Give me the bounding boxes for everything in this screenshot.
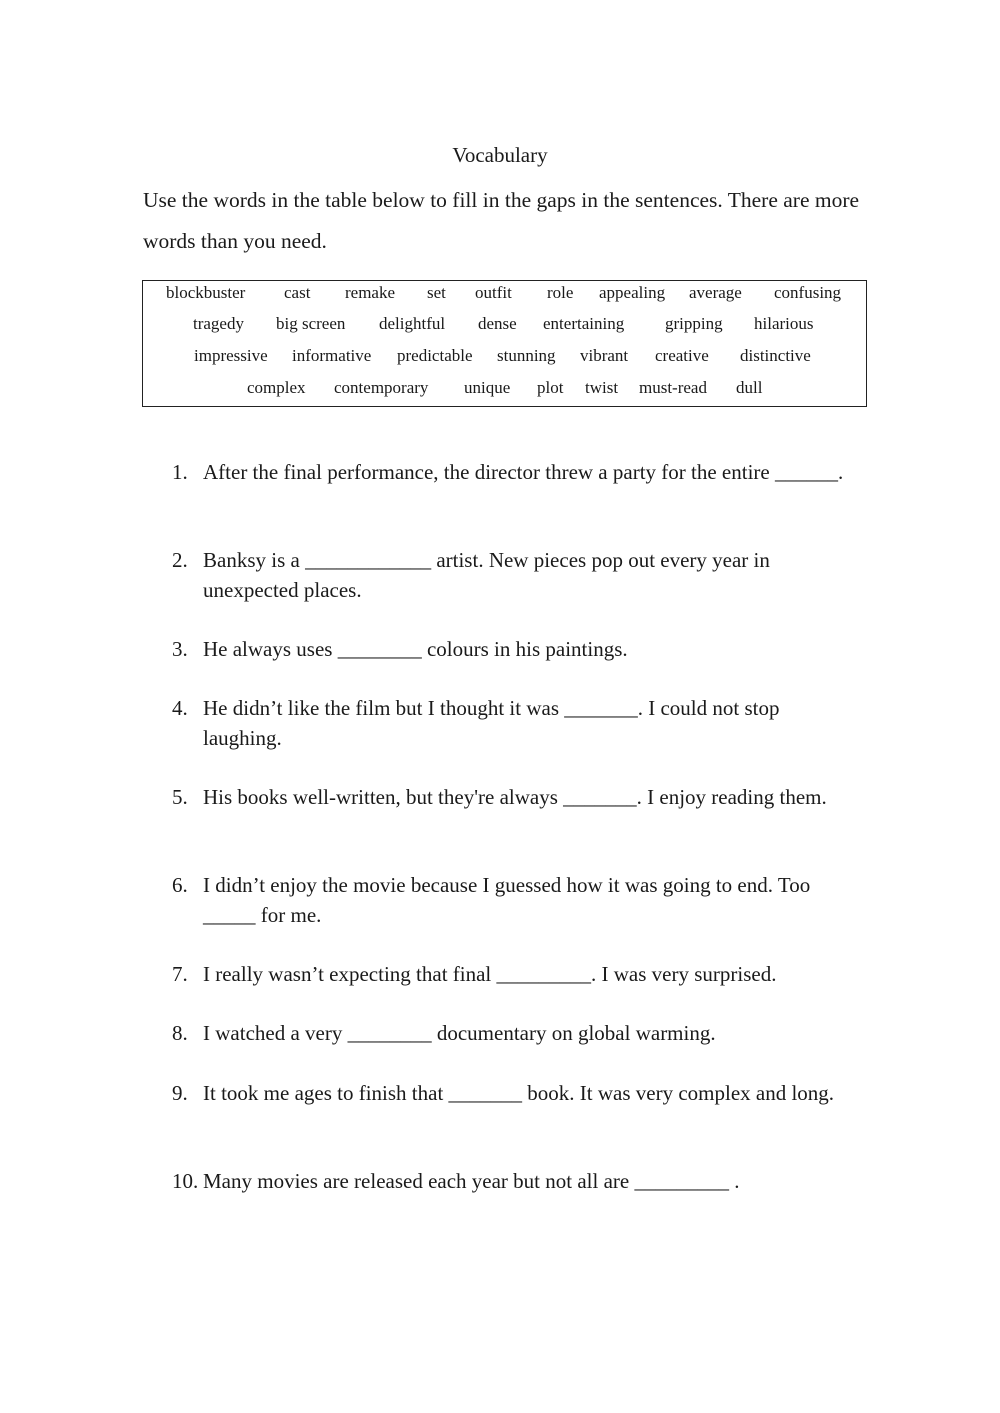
- word-bank-item: blockbuster: [166, 283, 246, 302]
- question-text: I really wasn’t expecting that final _________. I was very surprised.: [203, 962, 777, 986]
- word-bank-item: creative: [655, 346, 709, 365]
- word-bank-item: cast: [284, 283, 311, 302]
- word-bank-item: big screen: [276, 314, 346, 333]
- question-text: Banksy is a ____________ artist. New pieces pop out every year in unexpected places.: [203, 548, 770, 602]
- question-number: 1.: [172, 460, 188, 484]
- word-bank-item: outfit: [475, 283, 512, 302]
- question-number: 7.: [172, 962, 188, 986]
- question-text: He didn’t like the film but I thought it was _______. I could not stop laughing.: [203, 696, 780, 750]
- question-text: His books well-written, but they're always _______. I enjoy reading them.: [203, 785, 827, 809]
- question-number: 6.: [172, 873, 188, 897]
- word-bank-item: gripping: [665, 314, 723, 333]
- word-bank-item: dense: [478, 314, 517, 333]
- word-bank-item: dull: [736, 378, 763, 397]
- word-bank-item: informative: [292, 346, 372, 365]
- word-bank-item: remake: [345, 283, 396, 302]
- word-bank-item: appealing: [599, 283, 666, 302]
- question-number: 2.: [172, 548, 188, 572]
- question-number: 10.: [172, 1169, 199, 1193]
- word-bank-item: stunning: [497, 346, 556, 365]
- word-bank-item: average: [689, 283, 742, 302]
- page-title: Vocabulary: [452, 143, 548, 167]
- question-number: 4.: [172, 696, 188, 720]
- word-bank-item: role: [547, 283, 574, 302]
- question-text: I didn’t enjoy the movie because I guessed how it was going to end. Too _____ for me.: [203, 873, 811, 927]
- word-bank-item: complex: [247, 378, 306, 397]
- question-number: 3.: [172, 637, 188, 661]
- word-bank-item: impressive: [194, 346, 268, 365]
- word-bank: [142, 280, 867, 407]
- question-text: Many movies are released each year but not all are _________ .: [203, 1169, 740, 1193]
- word-bank-item: tragedy: [193, 314, 244, 333]
- word-bank-item: distinctive: [740, 346, 811, 365]
- word-bank-item: predictable: [397, 346, 473, 365]
- word-bank-item: entertaining: [543, 314, 625, 333]
- instructions: Use the words in the table below to fill in the gaps in the sentences. There are more words than you need.: [143, 188, 860, 253]
- question-text: I watched a very ________ documentary on global warming.: [203, 1021, 716, 1045]
- word-bank-item: twist: [585, 378, 619, 397]
- word-bank-item: must-read: [639, 378, 707, 397]
- word-bank-item: unique: [464, 378, 511, 397]
- question-text: After the final performance, the director threw a party for the entire ______.: [203, 460, 844, 484]
- word-bank-item: delightful: [379, 314, 446, 333]
- question-text: It took me ages to finish that _______ book. It was very complex and long.: [203, 1081, 835, 1105]
- word-bank-item: hilarious: [754, 314, 814, 333]
- word-bank-item: plot: [537, 378, 564, 397]
- word-bank-item: set: [427, 283, 446, 302]
- word-bank-item: vibrant: [580, 346, 629, 365]
- question-number: 9.: [172, 1081, 188, 1105]
- question-number: 5.: [172, 785, 188, 809]
- question-text: He always uses ________ colours in his paintings.: [203, 637, 628, 661]
- question-number: 8.: [172, 1021, 188, 1045]
- word-bank-item: confusing: [774, 283, 842, 302]
- word-bank-item: contemporary: [334, 378, 429, 397]
